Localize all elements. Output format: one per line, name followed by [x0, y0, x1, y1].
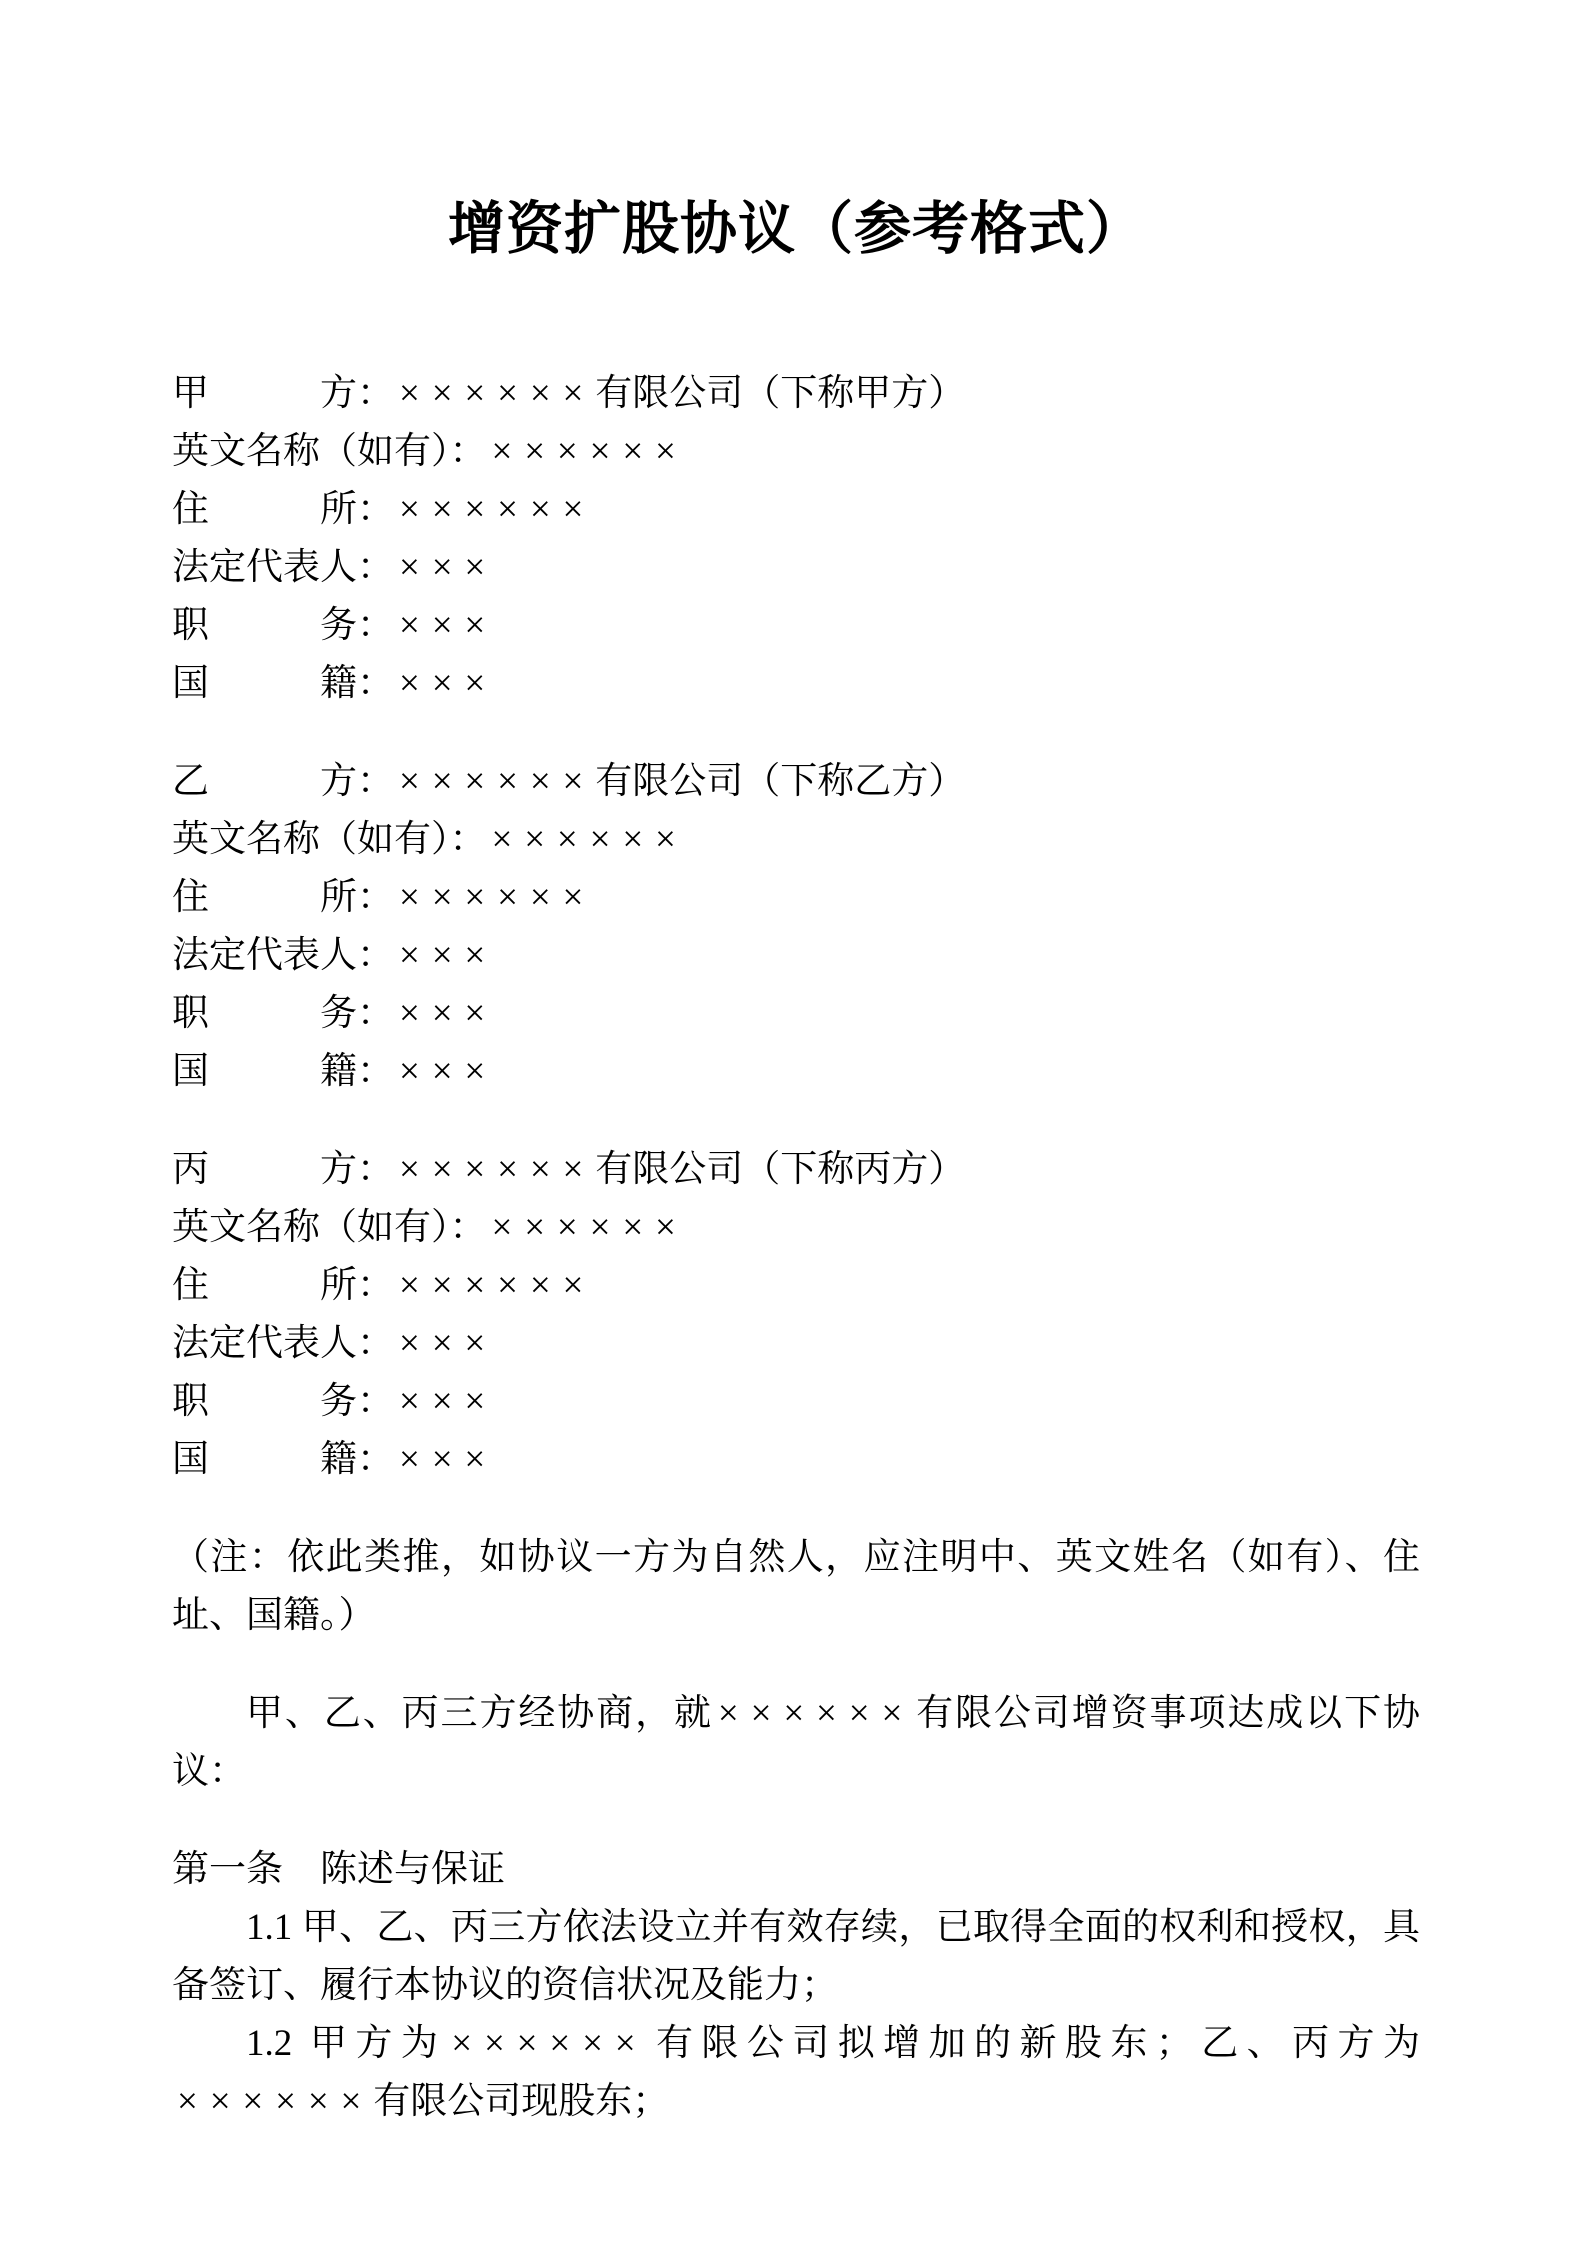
field-value-placeholder: ×××××× [491, 1207, 688, 1248]
field-value-placeholder: ××× [399, 1381, 498, 1422]
field-value-placeholder: ×××××× [399, 761, 596, 802]
party-a-position-row [172, 597, 1420, 655]
party-c-nationality-row [172, 1431, 1420, 1489]
party-c-block [172, 1141, 1420, 1489]
field-label: 职 务： [172, 605, 394, 646]
party-b-nationality-row [172, 1043, 1420, 1101]
field-label: 职 务： [172, 1381, 394, 1422]
intro-paragraph [172, 1685, 1420, 1801]
field-label: 英文名称（如有）： [172, 819, 487, 860]
field-value-placeholder: ××× [399, 1051, 498, 1092]
intro-text-pre: 甲、乙、丙三方经协商，就 [246, 1693, 713, 1734]
field-value-placeholder: ×××××× [399, 1265, 596, 1306]
party-a-block [172, 365, 1420, 713]
field-value-placeholder: ××× [399, 547, 498, 588]
field-value-suffix: 有限公司（下称甲方） [595, 373, 966, 414]
party-b-name-row [172, 753, 1420, 811]
party-a-english-name-row [172, 423, 1420, 481]
party-b-english-name-row [172, 811, 1420, 869]
party-c-english-name-row [172, 1199, 1420, 1257]
field-label: 丙 方： [172, 1149, 394, 1190]
article-1-heading: 第一条 陈述与保证 [172, 1849, 505, 1890]
party-b-block [172, 753, 1420, 1101]
field-value-placeholder: ×××××× [399, 877, 596, 918]
party-b-legal-representative-row [172, 927, 1420, 985]
field-label: 住 所： [172, 877, 394, 918]
field-value-placeholder: ×××××× [491, 819, 688, 860]
intro-text-post: 有限公司增资事项达成以下协议： [172, 1693, 1421, 1792]
field-value-placeholder: ××× [399, 663, 498, 704]
clause-1-2-company-placeholder-1: ×××××× [451, 2023, 648, 2064]
clause-1-2-company-placeholder-2: ×××××× [177, 2081, 374, 2122]
article-1-section [172, 1841, 1420, 2131]
field-value-placeholder: ×××××× [491, 431, 688, 472]
field-label: 国 籍： [172, 1439, 394, 1480]
clause-1-2-text-post: 有限公司现股东； [373, 2081, 670, 2122]
party-c-legal-representative-row [172, 1315, 1420, 1373]
clause-1-2-text-mid: 有限公司拟增加的新股东；乙、丙方为 [647, 2023, 1421, 2064]
clause-1-2-text-pre: 1.2 甲方为 [246, 2023, 447, 2064]
document-title: 增资扩股协议（参考格式） [448, 198, 1144, 261]
field-label: 住 所： [172, 1265, 394, 1306]
field-value-suffix: 有限公司（下称乙方） [595, 761, 966, 802]
field-label: 英文名称（如有）： [172, 431, 487, 472]
field-value-placeholder: ××× [399, 1439, 498, 1480]
field-label: 甲 方： [172, 373, 394, 414]
party-b-position-row [172, 985, 1420, 1043]
party-a-legal-representative-row [172, 539, 1420, 597]
intro-company-placeholder: ×××××× [717, 1693, 915, 1734]
field-label: 法定代表人： [172, 547, 394, 588]
clause-1-2 [172, 2015, 1420, 2131]
field-value-placeholder: ×××××× [399, 1149, 596, 1190]
field-label: 国 籍： [172, 663, 394, 704]
note-paragraph: （注：依此类推，如协议一方为自然人，应注明中、英文姓名（如有）、住址、国籍。） [172, 1537, 1420, 1636]
field-value-placeholder: ×××××× [399, 489, 596, 530]
field-value-placeholder: ×××××× [399, 373, 596, 414]
party-c-address-row [172, 1257, 1420, 1315]
party-c-name-row [172, 1141, 1420, 1199]
field-value-suffix: 有限公司（下称丙方） [595, 1149, 966, 1190]
field-value-placeholder: ××× [399, 993, 498, 1034]
field-label: 住 所： [172, 489, 394, 530]
field-label: 法定代表人： [172, 935, 394, 976]
field-label: 法定代表人： [172, 1323, 394, 1364]
party-a-address-row [172, 481, 1420, 539]
field-value-placeholder: ××× [399, 935, 498, 976]
clause-1-1: 1.1 甲、乙、丙三方依法设立并有效存续，已取得全面的权利和授权，具备签订、履行本协议的资信状况及能力； [172, 1907, 1420, 2006]
field-label: 乙 方： [172, 761, 394, 802]
party-c-position-row [172, 1373, 1420, 1431]
party-b-address-row [172, 869, 1420, 927]
field-value-placeholder: ××× [399, 605, 498, 646]
party-a-nationality-row [172, 655, 1420, 713]
field-label: 职 务： [172, 993, 394, 1034]
field-label: 英文名称（如有）： [172, 1207, 487, 1248]
field-value-placeholder: ××× [399, 1323, 498, 1364]
party-a-name-row [172, 365, 1420, 423]
field-label: 国 籍： [172, 1051, 394, 1092]
